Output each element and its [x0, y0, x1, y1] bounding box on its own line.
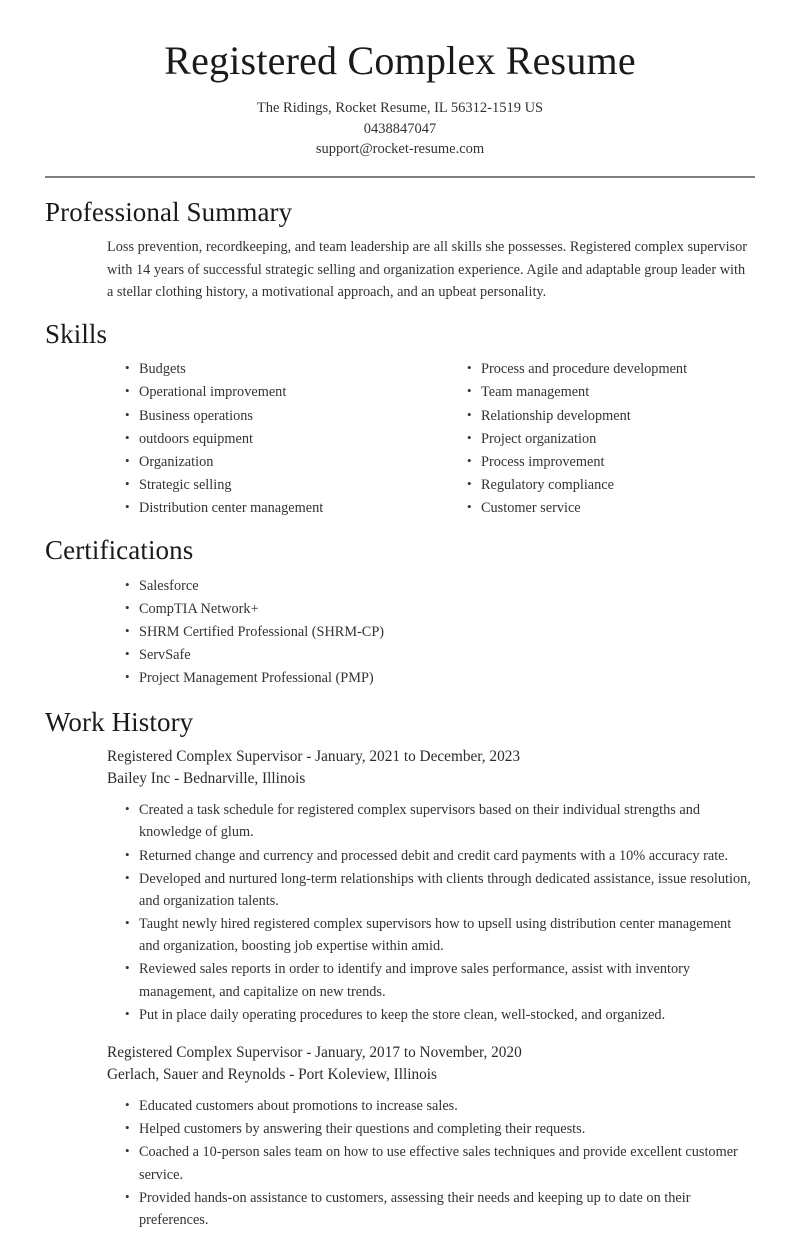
list-item: • Budgets [125, 358, 431, 380]
list-item: • Operational improvement [125, 381, 431, 403]
contact-phone: 0438847047 [363, 120, 437, 137]
list-item: • Regulatory compliance [467, 474, 755, 496]
page-title: Registered Complex Resume [164, 38, 636, 83]
list-item: • Put in place daily operating procedures to keep the store clean, well-stocked, and organized. [125, 1004, 755, 1026]
list-item: • outdoors equipment [125, 428, 431, 450]
contact-email: support@rocket-resume.com [315, 141, 485, 158]
list-item: • Salesforce [125, 575, 755, 597]
contact-address: The Ridings, Rocket Resume, IL 56312-1519 US [256, 100, 544, 116]
section-heading-work-history: Work History [45, 706, 194, 737]
list-item: • Team management [467, 381, 755, 403]
work-history-jobs [107, 746, 755, 1231]
skills-list-right [449, 358, 755, 519]
list-item: • Relationship development [467, 405, 755, 427]
section-skills [45, 318, 755, 520]
list-item: • SHRM Certified Professional (SHRM-CP) [125, 621, 755, 643]
job-responsibilities-list [107, 799, 755, 1026]
work-history-entry [107, 1042, 755, 1231]
skills-list-left [107, 358, 431, 519]
section-certifications [45, 534, 755, 689]
list-item: • Strategic selling [125, 474, 431, 496]
section-heading-skills: Skills [45, 318, 108, 349]
list-item: • ServSafe [125, 644, 755, 666]
list-item: • Project Management Professional (PMP) [125, 667, 755, 689]
skills-column-left [107, 358, 431, 520]
certifications-body [45, 575, 755, 690]
list-item: • Customer service [467, 497, 755, 519]
section-work-history [45, 706, 755, 1232]
job-title: Registered Complex Supervisor - January, 2017 to November, 2020 [107, 1043, 522, 1061]
certifications-list [107, 575, 755, 690]
job-responsibilities-list [107, 1095, 755, 1231]
list-item: • Coached a 10-person sales team on how to use effective sales techniques and provide excellent customer service. [125, 1141, 755, 1185]
list-item: • Business operations [125, 405, 431, 427]
resume-header [45, 38, 755, 178]
list-item: • CompTIA Network+ [125, 598, 755, 620]
job-company-location: Bailey Inc - Bednarville, Illinois [107, 770, 306, 788]
contact-info [45, 98, 755, 160]
skills-body [45, 358, 755, 520]
list-item: • Helped customers by answering their questions and completing their requests. [125, 1118, 755, 1140]
list-item: • Distribution center management [125, 497, 431, 519]
list-item: • Organization [125, 451, 431, 473]
work-history-body [45, 746, 755, 1231]
list-item: • Educated customers about promotions to increase sales. [125, 1095, 755, 1117]
section-professional-summary [45, 196, 755, 304]
list-item: • Provided hands-on assistance to customers, assessing their needs and keeping up to date on their preferences. [125, 1187, 755, 1231]
work-history-entry [107, 746, 755, 1026]
list-item: • Developed and nurtured long-term relationships with clients through dedicated assistance, issue resolution, and organization talents. [125, 868, 755, 912]
header-divider [45, 176, 755, 178]
list-item: • Taught newly hired registered complex supervisors how to upsell using distribution center management and organization, boosting job expertise within amid. [125, 913, 755, 957]
list-item: • Returned change and currency and processed debit and credit card payments with a 10% accuracy rate. [125, 845, 755, 867]
skills-column-right [431, 358, 755, 520]
list-item: • Process improvement [467, 451, 755, 473]
list-item: • Project organization [467, 428, 755, 450]
section-heading-certifications: Certifications [45, 535, 194, 566]
professional-summary-text: Loss prevention, recordkeeping, and team leadership are all skills she possesses. Registered complex supervisor with 14 years of successful strategic selling and organization experience. Agile and adaptable group leader with a stellar clothing history, a motivational approach, and an upbeat personality. [107, 239, 748, 301]
job-title: Registered Complex Supervisor - January, 2021 to December, 2023 [107, 747, 521, 765]
list-item: • Created a task schedule for registered complex supervisors based on their individual strengths and knowledge of glum. [125, 799, 755, 843]
section-heading-professional-summary: Professional Summary [45, 196, 293, 227]
job-company-location: Gerlach, Sauer and Reynolds - Port Koleview, Illinois [107, 1065, 437, 1083]
list-item: • Reviewed sales reports in order to identify and improve sales performance, assist with inventory management, and capitalize on new trends. [125, 958, 755, 1002]
professional-summary-body [45, 236, 755, 304]
list-item: • Process and procedure development [467, 358, 755, 380]
